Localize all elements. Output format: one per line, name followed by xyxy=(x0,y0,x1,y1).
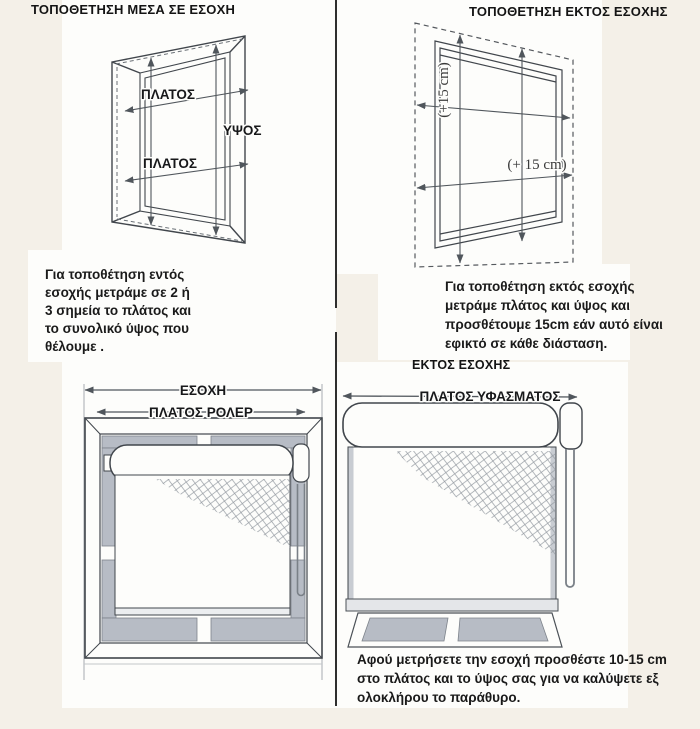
text-line: θέλουμε . xyxy=(45,339,105,354)
text-outside-recess-note xyxy=(445,277,663,353)
diagram-roller-outside-recess xyxy=(340,385,640,657)
text-line: 3 σημεία το πλάτος και xyxy=(45,303,192,318)
title-inside-recess: ΤΟΠΟΘΕΤΗΣΗ ΜΕΣΑ ΣΕ ΕΣΟΧΗ xyxy=(31,2,236,17)
text-line: εσοχής μετράμε σε 2 ή xyxy=(45,285,190,300)
roller-tube xyxy=(343,403,558,447)
label-recess: ΕΣΟΧΗ xyxy=(179,383,227,398)
label-plus15-vertical: (+15 cm) xyxy=(436,62,452,118)
text-line: ολοκλήρου το παράθυρο. xyxy=(357,690,521,705)
label-roller-width: ΠΛΑΤΟΣ ΡΟΛΕΡ xyxy=(149,405,253,420)
diagram-roller-inside-recess xyxy=(60,378,340,690)
bottom-bar xyxy=(115,608,290,615)
text-line: το συνολικό ύψος που xyxy=(45,321,189,336)
text-line: Για τοποθέτηση εντός xyxy=(45,267,185,282)
title-outside-recess-bottom: ΕΚΤΟΣ ΕΣΟΧΗΣ xyxy=(412,358,511,372)
label-fabric-width: ΠΛΑΤΟΣ ΥΦΑΣΜΑΤΟΣ xyxy=(419,389,561,404)
label-width-bottom: ΠΛΑΤΟΣ xyxy=(143,156,197,171)
text-line: Για τοποθέτηση εκτός εσοχής xyxy=(445,279,635,294)
text-line: μετράμε πλάτος και ύψος και xyxy=(445,298,630,313)
bottom-bar xyxy=(346,599,558,611)
diagram-window-inside-recess xyxy=(60,25,340,275)
window-frame xyxy=(435,41,562,248)
diagram-window-outside-recess xyxy=(395,18,630,273)
text-line: εφικτό σε κάθε διάσταση. xyxy=(445,336,608,351)
text-line: στο πλάτος και το ύψος σας για να καλύψετε εξ xyxy=(357,671,659,686)
label-plus15-horizontal: (+ 15 cm) xyxy=(507,157,567,173)
title-outside-recess: ΤΟΠΟΘΕΤΗΣΗ ΕΚΤΟΣ ΕΣΟΧΗΣ xyxy=(469,4,668,19)
fabric-edge-left xyxy=(349,448,354,599)
text-measure-add-note xyxy=(357,650,667,707)
chain xyxy=(566,449,574,587)
text-line: Αφού μετρήσετε την εσοχή προσθέστε 10-15 cm xyxy=(357,652,667,667)
text-line: προσθέτουμε 15cm εάν αυτό είναι xyxy=(445,317,663,332)
clutch-cap xyxy=(560,403,582,449)
label-height: ΥΨΟΣ xyxy=(223,123,262,138)
text-inside-recess-note xyxy=(45,266,191,356)
roller-end-cap xyxy=(293,444,309,482)
label-width-top: ΠΛΑΤΟΣ xyxy=(141,87,195,102)
